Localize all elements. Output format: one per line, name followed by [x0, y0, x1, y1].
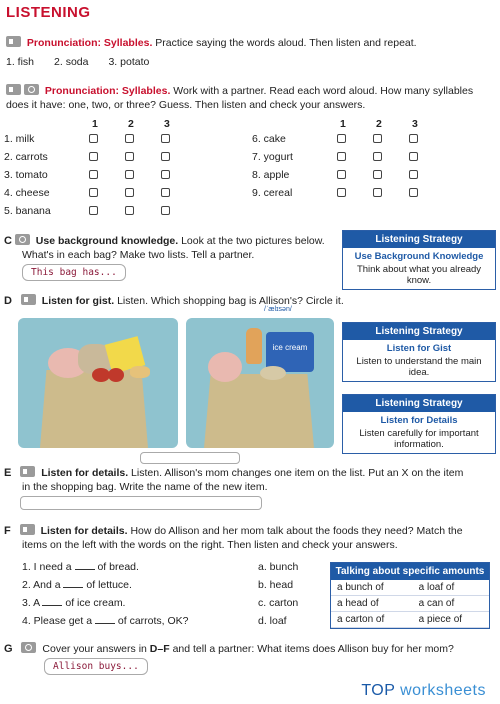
syllable-row: 6. cake	[252, 130, 442, 148]
section-a-instruction	[6, 36, 417, 49]
amounts-box: Talking about specific amounts a bunch of a loaf of a head of a can of a carton of a piece of	[330, 562, 490, 629]
checkbox[interactable]	[337, 134, 346, 143]
section-a-words	[6, 56, 206, 68]
match-item: 4. Please get a of carrots, OK?	[22, 615, 189, 627]
syllable-list-left	[4, 130, 194, 220]
footer-logo: TOP worksheets	[361, 682, 486, 699]
example-bubble: This bag has...	[22, 264, 126, 281]
col-header: 1	[92, 118, 98, 130]
checkbox[interactable]	[89, 170, 98, 179]
pair-icon	[21, 642, 36, 653]
example-bubble: Allison buys...	[44, 658, 148, 675]
blank-field[interactable]	[95, 614, 115, 624]
col-header: 1	[340, 118, 346, 130]
checkbox[interactable]	[373, 170, 382, 179]
checkbox[interactable]	[125, 170, 134, 179]
match-choice: a. bunch	[258, 561, 299, 573]
word-item: 3. potato	[108, 56, 150, 68]
page-title: LISTENING	[6, 4, 91, 21]
section-c-heading: Use background knowledge.	[35, 235, 179, 247]
ice-cream-carton-label: ice cream	[272, 343, 308, 352]
syllable-row: 3. tomato	[4, 166, 194, 184]
section-d-instruction: D Listen for gist. Listen. Which shopping bag is Allison's? Circle it.	[4, 295, 344, 307]
word-item: 1. fish	[6, 56, 35, 68]
blank-field[interactable]	[42, 596, 62, 606]
section-b-instruction	[6, 84, 494, 112]
match-choice: d. loaf	[258, 615, 287, 627]
pair-icon	[15, 234, 30, 245]
speaker-icon[interactable]	[6, 84, 21, 95]
speaker-icon[interactable]	[20, 524, 35, 535]
shopping-bag-picture-2[interactable]	[186, 318, 334, 448]
col-header: 3	[164, 118, 170, 130]
match-item: 2. And a of lettuce.	[22, 579, 132, 591]
checkbox[interactable]	[125, 134, 134, 143]
col-header: 3	[412, 118, 418, 130]
section-g-instruction: G Cover your answers in D–F and tell a partner: What items does Allison buy for her mom?	[4, 643, 454, 655]
word-item: 2. soda	[54, 56, 89, 68]
section-e-instruction: E Listen for details. Listen. Allison's mom changes one item on the list. Put an X on the item in the shopping bag. Write the name of the new item.	[4, 467, 464, 493]
section-a-text: Practice saying the words aloud. Then listen and repeat.	[155, 37, 417, 49]
syllable-row: 1. milk	[4, 130, 194, 148]
checkbox[interactable]	[161, 134, 170, 143]
checkbox[interactable]	[337, 188, 346, 197]
strategy-box-details: Listening Strategy Listen for Details Listen carefully for important information.	[342, 394, 496, 454]
checkbox[interactable]	[409, 152, 418, 161]
checkbox[interactable]	[409, 134, 418, 143]
match-item: 3. A of ice cream.	[22, 597, 126, 609]
checkbox[interactable]	[125, 188, 134, 197]
section-c-instruction: C Use background knowledge. Look at the two pictures below. What's in each bag? Make two lists. Tell a partner.	[4, 235, 325, 261]
answer-field-d[interactable]	[140, 452, 240, 464]
match-choice: c. carton	[258, 597, 299, 609]
match-item: 1. I need a of bread.	[22, 561, 139, 573]
match-choice: b. head	[258, 579, 294, 591]
speaker-icon[interactable]	[21, 294, 36, 305]
checkbox[interactable]	[89, 206, 98, 215]
checkbox[interactable]	[161, 152, 170, 161]
section-d-heading: Listen for gist.	[41, 295, 115, 307]
speaker-icon[interactable]	[20, 466, 35, 477]
phonetic-note: /ˈælɪsən/	[264, 306, 292, 313]
syllable-row: 7. yogurt	[252, 148, 442, 166]
checkbox[interactable]	[373, 188, 382, 197]
match-items	[22, 558, 242, 630]
section-b-text2: does it have: one, two, or three? Guess. Then listen and check your answers.	[6, 99, 366, 111]
answer-field-e[interactable]	[20, 496, 262, 510]
checkbox[interactable]	[409, 170, 418, 179]
checkbox[interactable]	[89, 134, 98, 143]
blank-field[interactable]	[63, 578, 83, 588]
syllable-row: 4. cheese	[4, 184, 194, 202]
checkbox[interactable]	[125, 152, 134, 161]
checkbox[interactable]	[89, 188, 98, 197]
checkbox[interactable]	[337, 170, 346, 179]
checkbox[interactable]	[161, 206, 170, 215]
syllable-row: 2. carrots	[4, 148, 194, 166]
col-header: 2	[128, 118, 134, 130]
section-a-heading: Pronunciation: Syllables.	[26, 37, 153, 49]
checkbox[interactable]	[125, 206, 134, 215]
syllable-list-right	[252, 130, 442, 202]
speaker-icon[interactable]	[6, 36, 21, 47]
amounts-table: a bunch of a loaf of a head of a can of a carton of a piece of	[331, 580, 489, 628]
syllable-row: 5. banana	[4, 202, 194, 220]
col-header: 2	[376, 118, 382, 130]
section-f-instruction: F Listen for details. How do Allison and her mom talk about the foods they need? Match the items on the left with the words on the right. Then listen and check your answers.	[4, 525, 463, 551]
syllable-row: 9. cereal	[252, 184, 442, 202]
checkbox[interactable]	[89, 152, 98, 161]
section-b-heading: Pronunciation: Syllables.	[44, 85, 171, 97]
checkbox[interactable]	[161, 188, 170, 197]
checkbox[interactable]	[373, 134, 382, 143]
checkbox[interactable]	[373, 152, 382, 161]
section-b-text: Work with a partner. Read each word aloud. How many syllables	[173, 85, 474, 97]
syllable-row: 8. apple	[252, 166, 442, 184]
checkbox[interactable]	[337, 152, 346, 161]
pair-icon	[24, 84, 39, 95]
blank-field[interactable]	[75, 560, 95, 570]
strategy-box-gist: Listening Strategy Listen for Gist Listen to understand the main idea.	[342, 322, 496, 382]
checkbox[interactable]	[409, 188, 418, 197]
shopping-bag-picture-1[interactable]	[18, 318, 178, 448]
strategy-box-background: Listening Strategy Use Background Knowledge Think about what you already know.	[342, 230, 496, 290]
section-e-heading: Listen for details.	[41, 467, 129, 479]
checkbox[interactable]	[161, 170, 170, 179]
match-choices	[258, 558, 328, 630]
section-f-heading: Listen for details.	[40, 525, 128, 537]
